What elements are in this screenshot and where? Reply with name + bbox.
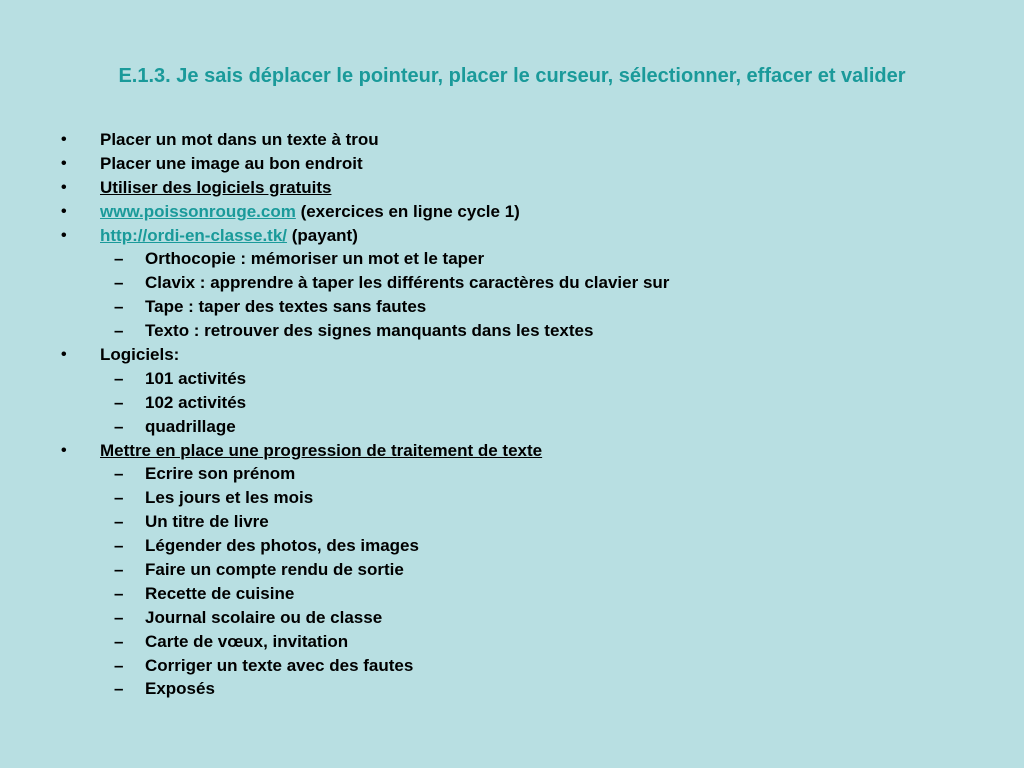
list-item-text: Placer un mot dans un texte à trou: [100, 130, 379, 149]
list-item: [0, 152, 1024, 176]
bullet-marker: •: [61, 202, 67, 220]
sub-list-item-text: Carte de vœux, invitation: [145, 631, 349, 651]
sub-list-item-text: 102 activités: [145, 392, 247, 412]
sub-list-item: [0, 606, 1024, 630]
dash-marker: –: [114, 249, 124, 269]
dash-marker: –: [114, 607, 124, 627]
dash-marker: –: [114, 560, 124, 580]
sub-list-item: [0, 510, 1024, 534]
bullet-marker: •: [61, 226, 67, 244]
dash-marker: –: [114, 416, 124, 436]
dash-marker: –: [114, 631, 124, 651]
sub-list-item-text: Exposés: [145, 679, 215, 699]
sub-list-item: [0, 247, 1024, 271]
bullet-marker: •: [61, 178, 67, 196]
bullet-marker: •: [61, 131, 67, 148]
list-item-text: Placer une image au bon endroit: [100, 153, 363, 173]
sub-list-item: [0, 462, 1024, 486]
list-item: [0, 128, 1024, 152]
sub-list-item-text: Journal scolaire ou de classe: [145, 607, 383, 627]
sub-list-item-text: Recette de cuisine: [145, 583, 295, 603]
sub-list-item: [0, 534, 1024, 558]
sub-list-item-text: Clavix : apprendre à taper les différents caractères du clavier sur: [145, 273, 670, 293]
list-item-text: [100, 224, 358, 248]
list-item: [0, 343, 1024, 367]
sub-list-item: [0, 415, 1024, 439]
list-item-text: Utiliser des logiciels gratuits: [100, 177, 332, 197]
sub-list-item-text: Ecrire son prénom: [145, 464, 296, 484]
link-description: (exercices en ligne cycle 1): [295, 201, 520, 221]
dash-marker: –: [114, 392, 124, 412]
link-description: (payant): [287, 225, 358, 245]
sub-list-item: [0, 630, 1024, 654]
bullet-marker: •: [61, 346, 67, 364]
sub-list-item-text: Orthocopie : mémoriser un mot et le taper: [145, 249, 485, 269]
list-item: [0, 200, 1024, 224]
list-item: [0, 176, 1024, 200]
slide-title: E.1.3. Je sais déplacer le pointeur, placer le curseur, sélectionner, effacer et valider: [118, 65, 906, 87]
bullet-marker: •: [61, 154, 67, 172]
sub-list-item-text: 101 activités: [145, 368, 247, 388]
sub-list-item-text: Corriger un texte avec des fautes: [145, 655, 414, 675]
sub-list-item-text: Tape : taper des textes sans fautes: [145, 297, 427, 317]
list-item-text: Logiciels:: [100, 345, 180, 365]
dash-marker: –: [114, 368, 124, 388]
sub-list-item-text: Légender des photos, des images: [145, 536, 419, 556]
sub-list-item: [0, 582, 1024, 606]
dash-marker: –: [114, 297, 124, 317]
list-item-text: Mettre en place une progression de traitement de texte: [100, 440, 543, 460]
sub-list-item-text: Un titre de livre: [145, 512, 269, 532]
bullet-list: [0, 128, 1024, 701]
dash-marker: –: [114, 512, 124, 532]
sub-list-item-text: quadrillage: [145, 416, 236, 436]
sub-list-item-text: Les jours et les mois: [145, 488, 314, 508]
sub-list-item: [0, 486, 1024, 510]
dash-marker: –: [114, 655, 124, 675]
list-item: [0, 224, 1024, 248]
dash-marker: –: [114, 321, 124, 341]
list-item-text: [100, 200, 520, 224]
bullet-marker: •: [61, 441, 67, 459]
ordi-en-classe-link[interactable]: http://ordi-en-classe.tk/: [100, 225, 288, 245]
sub-list-item: [0, 558, 1024, 582]
sub-list-item-text: Faire un compte rendu de sortie: [145, 560, 404, 580]
sub-list-item: [0, 391, 1024, 415]
sub-list-item: [0, 295, 1024, 319]
sub-list-item: [0, 367, 1024, 391]
sub-list-item: [0, 677, 1024, 701]
sub-list-item: [0, 271, 1024, 295]
poissonrouge-link[interactable]: www.poissonrouge.com: [100, 201, 296, 221]
sub-list-item: [0, 319, 1024, 343]
dash-marker: –: [114, 583, 124, 603]
dash-marker: –: [114, 464, 124, 484]
dash-marker: –: [114, 488, 124, 508]
dash-marker: –: [114, 679, 124, 699]
dash-marker: –: [114, 273, 124, 293]
dash-marker: –: [114, 536, 124, 556]
sub-list-item: [0, 654, 1024, 678]
sub-list-item-text: Texto : retrouver des signes manquants dans les textes: [145, 321, 594, 341]
list-item: [0, 439, 1024, 463]
